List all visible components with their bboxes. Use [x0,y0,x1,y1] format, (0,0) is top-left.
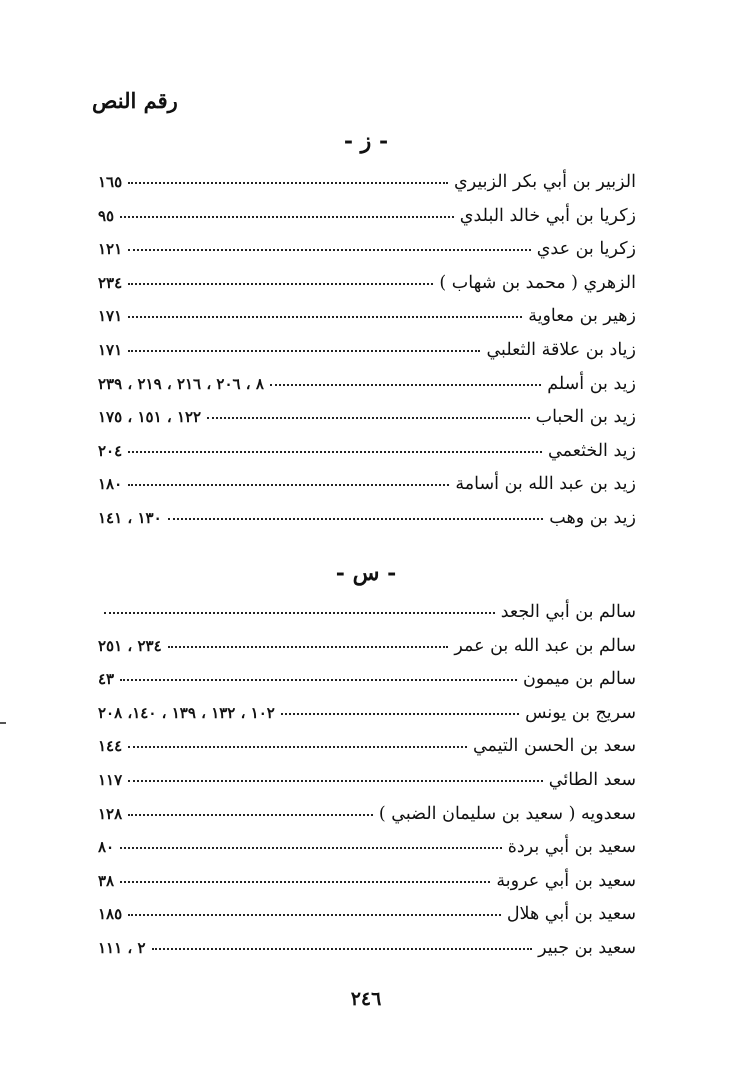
entry-name: زكريا بن عدي [536,239,636,260]
entry-refs: ٩٥ [98,206,115,225]
entry-refs: ٢٣٤ ، ٢٥١ [98,636,162,655]
entry-name: سعد الطائي [548,769,636,790]
dot-leader [128,350,480,352]
entry-name: سعيد بن جبير [538,937,636,958]
entry-name: زيد بن الحباب [535,407,636,428]
entry-name: سعدويه ( سعيد بن سليمان الضبي ) [378,803,636,824]
dot-leader [128,451,542,453]
entry-refs: ١٦٥ [98,173,123,191]
dot-leader [120,847,502,849]
section-title-sin: - س - [335,560,397,586]
index-entry [98,273,636,307]
entry-name: سريج بن يونس [525,702,636,723]
index-entry [98,703,636,737]
entry-refs: ٢ ، ١١١ [98,938,146,957]
index-entry [98,474,636,508]
entry-refs: ١٣٠ ، ١٤١ [98,508,162,527]
dot-leader [152,948,533,950]
entry-name: زيد بن عبد الله بن أسامة [455,474,636,495]
dot-leader [128,746,467,748]
index-entry [98,206,636,240]
index-entry [98,441,636,475]
entry-name: سالم بن ميمون [523,669,636,690]
entries-list-zay [98,172,636,542]
entry-refs: ٨٠ [98,838,115,857]
dot-leader [120,881,490,883]
margin-mark [0,722,6,724]
entry-refs: ١١٧ [98,770,123,789]
dot-leader [120,216,454,218]
entry-name: زيد الخثعمي [548,440,636,461]
column-header: رقم النص [92,88,178,113]
entry-refs: ٨ ، ٢٠٦ ، ٢١٦ ، ٢١٩ ، ٢٣٩ [98,374,264,393]
dot-leader [281,713,519,715]
dot-leader [128,914,501,916]
index-entry [98,938,636,972]
dot-leader [128,814,373,816]
entries-list-sin [98,602,636,972]
entry-name: الزهري ( محمد بن شهاب ) [439,272,636,293]
dot-leader [128,182,448,184]
entry-name: الزبير بن أبي بكر الزبيري [454,172,636,192]
index-entry [98,669,636,703]
entry-name: سعيد بن أبي هلال [506,904,636,925]
entry-refs: ١٧١ [98,307,123,326]
dot-leader [128,249,531,251]
index-entry [98,837,636,871]
index-entry [98,172,636,206]
dot-leader [128,283,433,285]
dot-leader [207,417,529,419]
entry-refs: ١٢١ [98,240,123,259]
dot-leader [128,484,449,486]
dot-leader [128,780,543,782]
index-entry [98,636,636,670]
dot-leader [168,646,449,648]
index-entry [98,508,636,542]
entry-refs: ١٤٤ [98,737,123,756]
dot-leader [104,612,495,614]
entry-refs: ٢٠٤ [98,441,123,460]
entry-refs: ١٢٢ ، ١٥١ ، ١٧٥ [98,408,202,427]
entry-name: سعيد بن أبي بردة [507,837,636,858]
entry-name: زهير بن معاوية [528,306,636,327]
dot-leader [168,518,544,520]
index-entry [98,239,636,273]
entry-refs: ١٨٥ [98,905,123,924]
index-entry [98,340,636,374]
entry-refs: ١٧١ [98,340,123,359]
dot-leader [128,316,522,318]
dot-leader [120,679,517,681]
entry-name: زياد بن علاقة الثعلبي [486,339,636,360]
index-entry [98,770,636,804]
entry-refs: ١٨٠ [98,475,123,494]
entry-name: سالم بن عبد الله بن عمر [454,635,636,656]
index-entry [98,407,636,441]
entry-refs: ٣٨ [98,871,115,890]
index-entry [98,736,636,770]
entry-name: زكريا بن أبي خالد البلدي [459,205,636,226]
entry-name: زيد بن أسلم [547,373,636,394]
entry-refs: ٤٣ [98,670,115,689]
entry-refs: ١٢٨ [98,804,123,823]
index-entry [98,602,636,636]
entry-name: زيد بن وهب [549,507,636,528]
index-entry [98,374,636,408]
section-title-zay: - ز - [343,128,389,154]
index-entry [98,306,636,340]
dot-leader [270,384,541,386]
entry-name: سعيد بن أبي عروبة [496,870,636,891]
index-entry [98,904,636,938]
entry-refs: ١٠٢ ، ١٣٢ ، ١٣٩ ، ١٤٠، ٢٠٨ [98,703,275,722]
entry-name: سعد بن الحسن التيمي [472,736,636,757]
entry-refs: ٢٣٤ [98,273,123,292]
index-entry [98,871,636,905]
entry-name: سالم بن أبي الجعد [500,602,636,622]
page-number: ٢٤٦ [350,988,382,1010]
index-entry [98,804,636,838]
